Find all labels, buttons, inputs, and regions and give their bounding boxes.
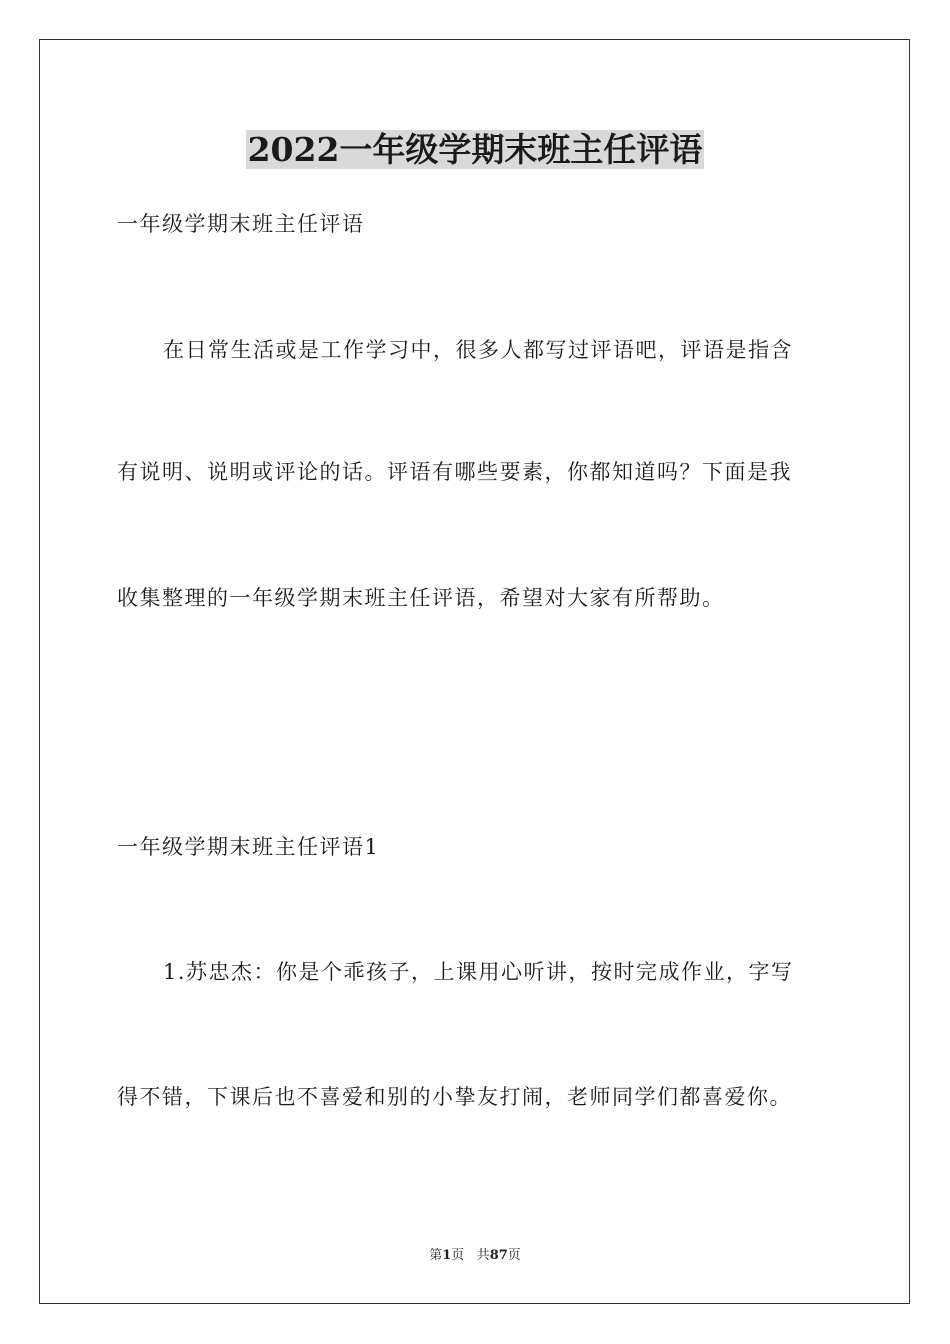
footer-page-suffix: 页 (451, 1248, 465, 1263)
document-title-text: 2022一年级学期末班主任评语 (247, 130, 703, 169)
page-footer (0, 1247, 950, 1265)
footer-page-number: 1 (442, 1248, 452, 1263)
item-1-line-2: 得不错，下课后也不喜爱和别的小挚友打闹，老师同学们都喜爱你。 (117, 1085, 792, 1109)
document-title (0, 126, 950, 174)
item-1-line-1: 1.苏忠杰：你是个乖孩子，上课用心听讲，按时完成作业，字写 (163, 960, 794, 984)
footer-total-pages: 87 (489, 1248, 508, 1263)
footer-total-prefix: 共 (476, 1248, 490, 1263)
footer-page-prefix: 第 (429, 1248, 443, 1263)
document-subtitle: 一年级学期末班主任评语 (117, 212, 365, 236)
intro-line-2: 有说明、说明或评论的话。评语有哪些要素，你都知道吗？下面是我 (117, 460, 792, 484)
intro-line-1: 在日常生活或是工作学习中，很多人都写过评语吧，评语是指含 (163, 338, 793, 362)
intro-line-3: 收集整理的一年级学期末班主任评语，希望对大家有所帮助。 (117, 586, 725, 610)
section-heading: 一年级学期末班主任评语1 (117, 835, 380, 859)
footer-total-suffix: 页 (507, 1248, 521, 1263)
